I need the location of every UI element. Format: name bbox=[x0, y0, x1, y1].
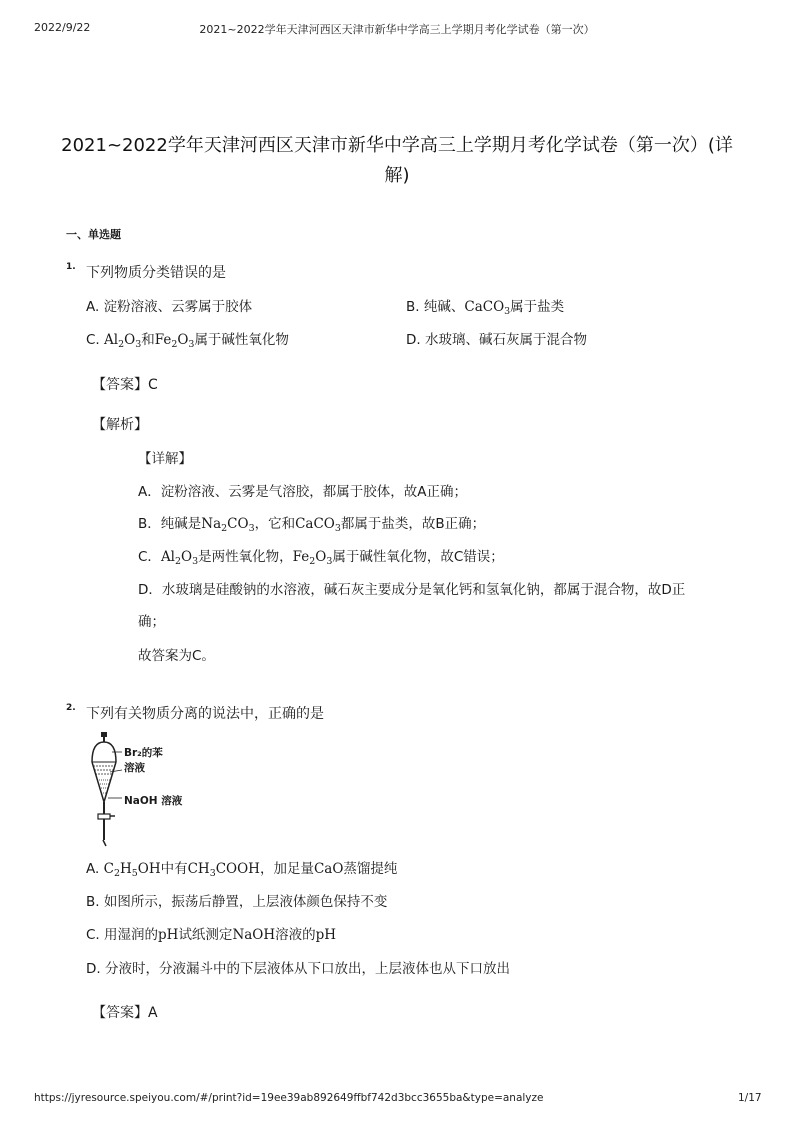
question-number: 2. bbox=[66, 703, 76, 713]
option-c: C. $Al_2O_3$和$Fe_2O_3$属于碱性氧化物 bbox=[86, 332, 289, 350]
option-c: C. 用湿润的pH试纸测定NaOH溶液的pH bbox=[86, 927, 337, 943]
figure-label-naoh: NaOH 溶液 bbox=[124, 795, 183, 807]
option-a: A. 淀粉溶液、云雾属于胶体 bbox=[86, 299, 253, 315]
analysis-label: 【解析】 bbox=[92, 417, 148, 433]
doc-title-line2: 解) bbox=[384, 165, 410, 186]
answer-label: 【答案】C bbox=[92, 377, 158, 393]
print-date: 2022/9/22 bbox=[34, 21, 91, 34]
detail-line-c: C．$Al_2O_3$是两性氧化物，$Fe_2O_3$属于碱性氧化物，故C错误； bbox=[138, 549, 504, 567]
detail-label: 【详解】 bbox=[138, 451, 192, 467]
option-a: A. $C_2H_5OH$中有$CH_3COOH$，加足量CaO蒸馏提纯 bbox=[86, 861, 398, 879]
question-stem: 下列有关物质分离的说法中，正确的是 bbox=[86, 706, 324, 722]
answer-label: 【答案】A bbox=[92, 1005, 158, 1021]
detail-line-b: B．纯碱是$Na_2CO_3$，它和CaCO$_3$都属于盐类，故B正确； bbox=[138, 516, 486, 534]
print-header-title: 2021~2022学年天津河西区天津市新华中学高三上学期月考化学试卷（第一次） bbox=[199, 23, 595, 36]
section-heading: 一、单选题 bbox=[66, 228, 121, 241]
figure-label-solution: 溶液 bbox=[124, 762, 145, 774]
detail-line-d-cont: 确； bbox=[138, 614, 165, 630]
option-d: D. 水玻璃、碱石灰属于混合物 bbox=[406, 332, 587, 348]
detail-line-d: D．水玻璃是硅酸钠的水溶液，碱石灰主要成分是氧化钙和氢氧化钠，都属于混合物，故D正 bbox=[138, 582, 686, 598]
question-stem: 下列物质分类错误的是 bbox=[86, 265, 226, 281]
option-b: B. 纯碱、CaCO$_3$属于盐类 bbox=[406, 299, 565, 317]
page-number: 1/17 bbox=[738, 1092, 762, 1104]
option-d: D. 分液时，分液漏斗中的下层液体从下口放出，上层液体也从下口放出 bbox=[86, 961, 510, 977]
detail-conclusion: 故答案为C。 bbox=[138, 648, 215, 664]
doc-title-line1: 2021~2022学年天津河西区天津市新华中学高三上学期月考化学试卷（第一次）(详 bbox=[61, 135, 733, 156]
page-url[interactable]: https://jyresource.speiyou.com/#/print?id=19ee39ab892649ffbf742d3bcc3655ba&type=analyze bbox=[34, 1092, 544, 1104]
option-b: B. 如图所示，振荡后静置，上层液体颜色保持不变 bbox=[86, 894, 388, 910]
question-number: 1. bbox=[66, 262, 76, 272]
figure-label-bromine-benzene: Br₂的苯 bbox=[124, 747, 163, 759]
detail-line-a: A．淀粉溶液、云雾是气溶胶，都属于胶体，故A正确； bbox=[138, 484, 467, 500]
